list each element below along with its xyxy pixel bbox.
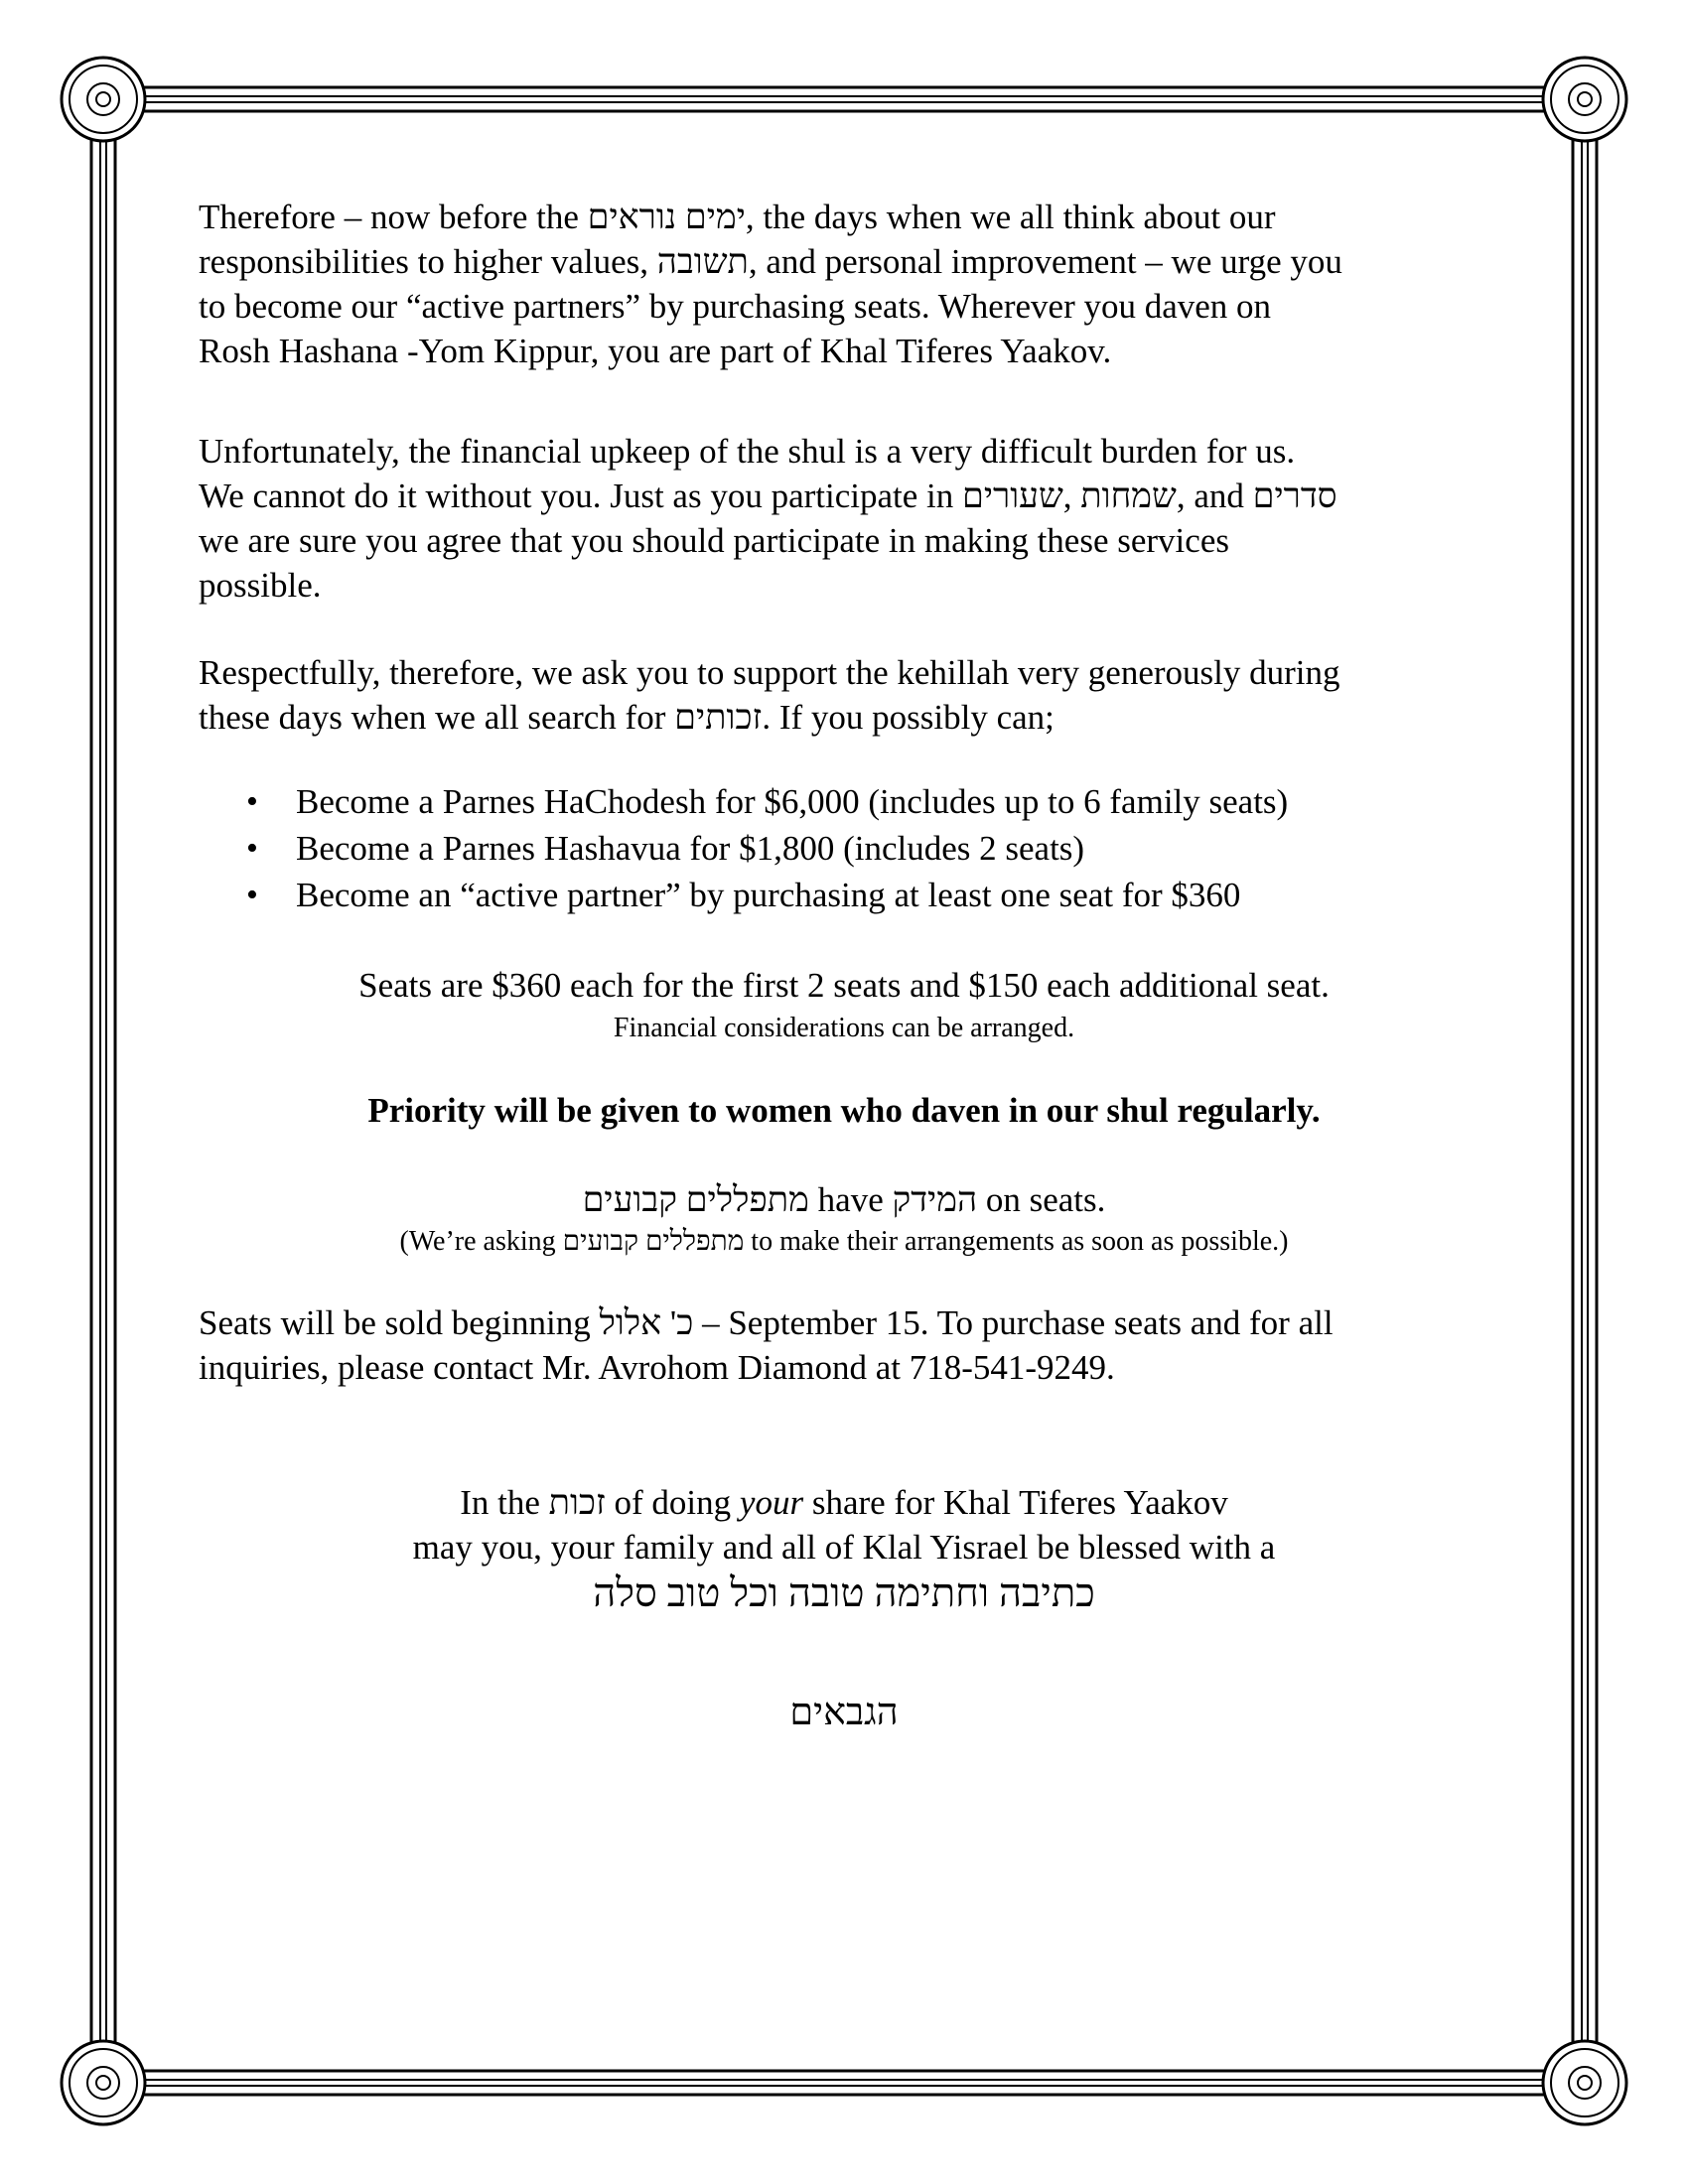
list-item: • Become a Parnes Hashavua for $1,800 (includes 2 seats): [246, 825, 1487, 872]
text-line: [199, 195, 1489, 239]
hebrew-text: שעורים: [962, 477, 1063, 515]
blessing: [199, 1480, 1489, 1570]
sponsorship-options-list: [246, 778, 1487, 918]
paragraph-yamim-noraim: [199, 195, 1489, 373]
list-item: • Become an “active partner” by purchasing at least one seat for $360: [246, 872, 1487, 918]
paragraph-sale-contact: [199, 1300, 1489, 1390]
text-run: share for Khal Tiferes Yaakov: [803, 1483, 1228, 1522]
text-line: possible.: [199, 566, 322, 605]
text-line: [199, 1480, 1489, 1525]
text-line: Respectfully, therefore, we ask you to support the kehillah very generously during: [199, 653, 1340, 692]
mispallelim-line: [199, 1177, 1489, 1222]
hebrew-text: מתפללים קבועים: [562, 1226, 745, 1257]
hebrew-text: ימים נוראים: [587, 198, 746, 236]
hebrew-greeting: כתיבה וחתימה טובה וכל טוב סלה: [593, 1570, 1095, 1615]
text-line: [199, 695, 1489, 740]
text-run: of doing: [605, 1483, 740, 1522]
text-line: Rosh Hashana -Yom Kippur, you are part of Khal Tiferes Yaakov.: [199, 332, 1112, 370]
text-run: In the: [460, 1483, 549, 1522]
hebrew-text: כ' אלול: [599, 1303, 694, 1342]
text-run: , and: [1176, 477, 1253, 515]
signature: הגבאים: [789, 1692, 899, 1733]
priority-notice: Priority will be given to women who daven in our shul regularly.: [367, 1091, 1321, 1130]
hebrew-text: מתפללים קבועים: [582, 1180, 809, 1219]
text-line: we are sure you agree that you should participate in making these services: [199, 521, 1229, 560]
hebrew-text: סדרים: [1252, 477, 1337, 515]
hebrew-text: זכות: [548, 1483, 606, 1522]
text-run: . If you possibly can;: [762, 698, 1055, 737]
text-run: ,: [1062, 477, 1081, 515]
text-run: Seats will be sold beginning: [199, 1303, 600, 1342]
financial-note: Financial considerations can be arranged.: [613, 1013, 1075, 1043]
hebrew-text: תשובה: [656, 242, 749, 281]
text-line: inquiries, please contact Mr. Avrohom Diamond at 718-541-9249.: [199, 1348, 1115, 1387]
text-run: these days when we all search for: [199, 698, 675, 737]
list-item: • Become a Parnes HaChodesh for $6,000 (includes up to 6 family seats): [246, 778, 1487, 825]
text-line: [199, 474, 1489, 518]
seat-prices: Seats are $360 each for the first 2 seats and $150 each additional seat.: [358, 966, 1330, 1005]
hebrew-text: שמחות: [1080, 477, 1177, 515]
text-run: , the days when we all think about our: [745, 198, 1276, 236]
text-line: [199, 239, 1489, 284]
text-run: – September 15. To purchase seats and for all: [693, 1303, 1334, 1342]
text-run: (We’re asking: [399, 1226, 563, 1257]
paragraph-financial-upkeep: [199, 429, 1489, 608]
text-line: may you, your family and all of Klal Yisrael be blessed with a: [412, 1528, 1276, 1567]
text-run: Therefore – now before the: [199, 198, 588, 236]
mispallelim-note: [199, 1225, 1489, 1259]
emphasis-text: your: [739, 1483, 804, 1522]
text-run: responsibilities to higher values,: [199, 242, 657, 281]
text-run: We cannot do it without you. Just as you participate in: [199, 477, 962, 515]
text-run: have: [808, 1180, 893, 1219]
paragraph-support-request: [199, 650, 1489, 740]
text-line: [199, 1300, 1489, 1345]
text-line: Unfortunately, the financial upkeep of the shul is a very difficult burden for us.: [199, 432, 1296, 471]
text-line: to become our “active partners” by purchasing seats. Wherever you daven on: [199, 287, 1272, 326]
text-run: to make their arrangements as soon as possible.): [744, 1226, 1289, 1257]
text-run: , and personal improvement – we urge you: [748, 242, 1342, 281]
text-run: on seats.: [977, 1180, 1106, 1219]
hebrew-text: המידק: [892, 1180, 978, 1219]
hebrew-text: זכותים: [674, 698, 763, 737]
